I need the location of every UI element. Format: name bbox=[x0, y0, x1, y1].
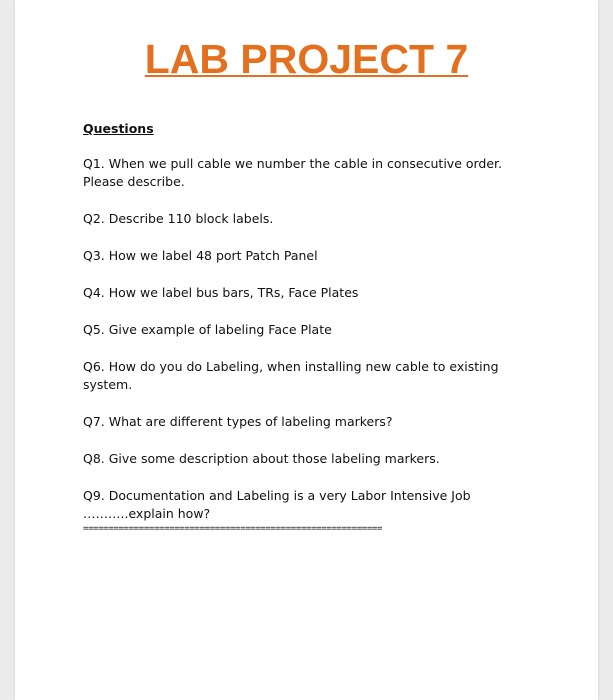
question-text-line: ………..explain how? bbox=[83, 506, 211, 521]
question-item bbox=[83, 210, 523, 228]
question-item bbox=[83, 413, 523, 431]
divider-line: =========================================================== bbox=[83, 524, 383, 534]
question-text-line: Q6. How do you do Labeling, when installing new cable to existing bbox=[83, 359, 499, 374]
questions-section bbox=[83, 120, 523, 535]
question-text-line: Q7. What are different types of labeling markers? bbox=[83, 414, 393, 429]
question-text-line: Q1. When we pull cable we number the cable in consecutive order. bbox=[83, 156, 503, 171]
question-text-line: Q5. Give example of labeling Face Plate bbox=[83, 322, 332, 337]
question-list bbox=[83, 155, 523, 523]
question-text-line: Please describe. bbox=[83, 174, 185, 189]
question-text-line: Q9. Documentation and Labeling is a very Labor Intensive Job bbox=[83, 488, 471, 503]
question-text-line: Q4. How we label bus bars, TRs, Face Plates bbox=[83, 285, 359, 300]
page-title-text: LAB PROJECT 7 bbox=[144, 36, 469, 82]
question-item bbox=[83, 487, 523, 523]
section-heading: Questions bbox=[83, 121, 154, 136]
document-page bbox=[15, 0, 598, 700]
question-text-line: Q3. How we label 48 port Patch Panel bbox=[83, 248, 318, 263]
question-text-line: system. bbox=[83, 377, 133, 392]
question-item bbox=[83, 358, 523, 394]
question-item bbox=[83, 155, 523, 191]
question-item bbox=[83, 450, 523, 468]
page-title bbox=[15, 36, 598, 82]
question-item bbox=[83, 284, 523, 302]
question-item bbox=[83, 321, 523, 339]
question-item bbox=[83, 247, 523, 265]
question-text-line: Q8. Give some description about those labeling markers. bbox=[83, 451, 440, 466]
question-text-line: Q2. Describe 110 block labels. bbox=[83, 211, 274, 226]
